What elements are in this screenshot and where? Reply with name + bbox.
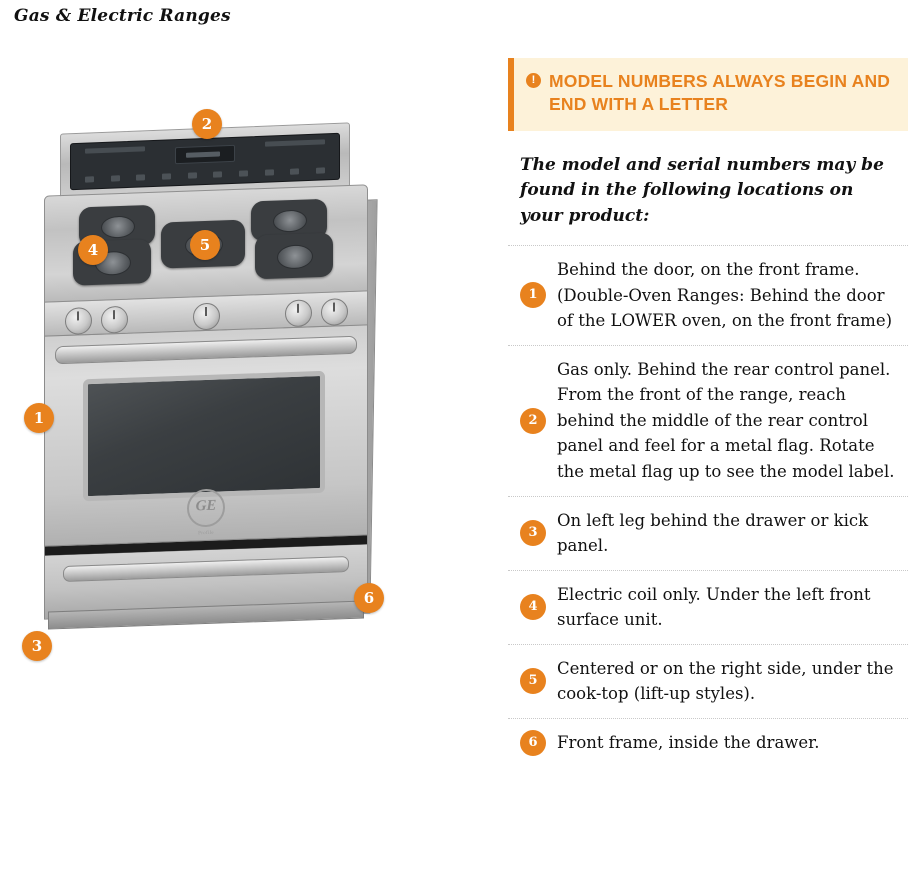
burner-knob	[321, 298, 348, 326]
oven-door-handle	[55, 336, 357, 365]
location-number-1: 1	[520, 282, 546, 308]
control-label-left	[85, 146, 145, 153]
location-number-4: 4	[520, 594, 546, 620]
burner	[273, 209, 307, 232]
control-button	[85, 176, 94, 182]
brand-logo: GE	[187, 488, 225, 527]
burner-knob	[101, 306, 128, 334]
drawer-handle	[63, 556, 349, 582]
oven-door-window	[83, 371, 325, 501]
oven-display	[175, 145, 235, 164]
burner	[101, 215, 135, 238]
burner-knob	[65, 307, 92, 335]
callout-marker-6: 6	[354, 583, 384, 613]
rear-control-panel-face	[70, 133, 340, 190]
control-button	[188, 172, 197, 178]
control-button	[316, 167, 325, 173]
notice-banner	[508, 58, 908, 131]
control-button	[213, 171, 222, 177]
burner	[277, 244, 313, 269]
callout-marker-4: 4	[78, 235, 108, 265]
callout-marker-5: 5	[190, 230, 220, 260]
control-button	[290, 168, 299, 174]
location-text-2: Gas only. Behind the rear control panel. From the front of the range, reach behind the middle of the rear control panel and feel for a metal flag. Rotate the metal flag up to see the model label.	[557, 359, 895, 481]
list-item	[508, 496, 908, 570]
location-number-2: 2	[520, 408, 546, 434]
control-button	[136, 174, 145, 180]
burner-knob	[193, 303, 220, 331]
location-text-1: Behind the door, on the front frame. (Double-Oven Ranges: Behind the door of the LOWER oven, on the front frame)	[557, 260, 893, 331]
location-text-4: Electric coil only. Under the left front surface unit.	[557, 584, 871, 630]
list-item	[508, 644, 908, 718]
intro-paragraph: The model and serial numbers may be found in the following locations on your product:	[520, 154, 884, 226]
location-number-6: 6	[520, 730, 546, 756]
exclamation-icon: !	[526, 73, 541, 88]
burner-grate-right-front	[255, 233, 333, 280]
callout-marker-3: 3	[22, 631, 52, 661]
location-text-5: Centered or on the right side, under the cook-top (lift-up styles).	[557, 658, 894, 704]
list-item	[508, 718, 908, 767]
range-illustration	[0, 46, 470, 656]
brand-sublabel: Profile	[198, 530, 214, 537]
oven-body	[44, 324, 368, 547]
location-text-6: Front frame, inside the drawer.	[557, 733, 820, 753]
callout-marker-2: 2	[192, 109, 222, 139]
range-drawing	[38, 82, 378, 654]
list-item	[508, 245, 908, 345]
control-button	[239, 170, 248, 176]
location-number-3: 3	[520, 520, 546, 546]
callout-marker-1: 1	[24, 403, 54, 433]
list-item	[508, 570, 908, 644]
list-item	[508, 345, 908, 496]
page-title: Gas & Electric Ranges	[14, 6, 231, 26]
control-button-row	[85, 167, 325, 182]
control-label-right	[265, 139, 325, 146]
info-panel	[508, 58, 908, 767]
notice-text: MODEL NUMBERS ALWAYS BEGIN AND END WITH A LETTER	[549, 71, 891, 115]
control-button	[162, 173, 171, 179]
location-list	[508, 245, 908, 767]
location-text-3: On left leg behind the drawer or kick panel.	[557, 510, 869, 556]
control-button	[111, 175, 120, 181]
burner-knob	[285, 299, 312, 327]
control-button	[265, 169, 274, 175]
location-number-5: 5	[520, 668, 546, 694]
